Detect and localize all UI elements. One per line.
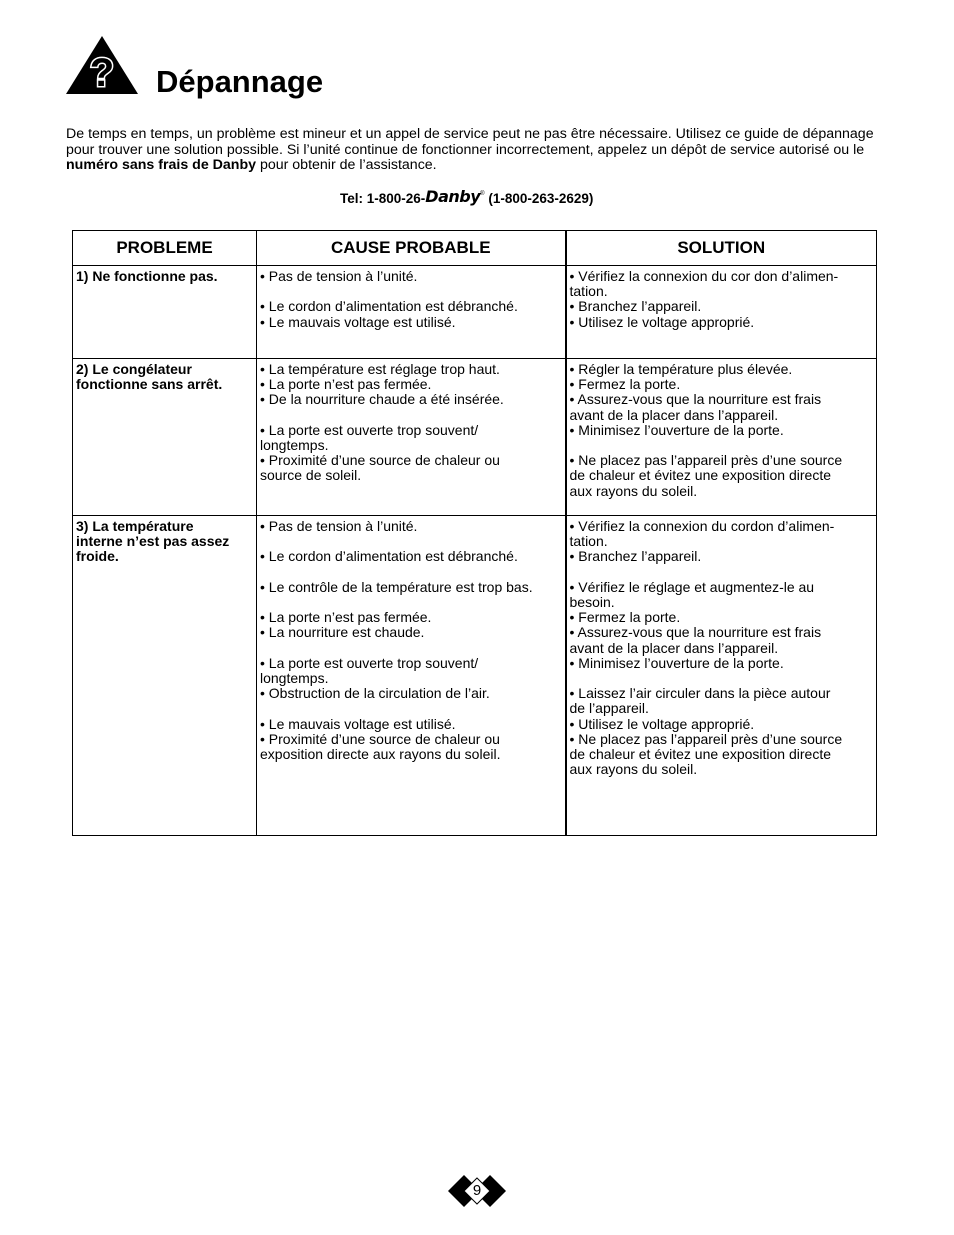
blank-line (570, 565, 874, 580)
intro-bold-text: numéro sans frais de Danby (66, 157, 257, 174)
cell-text-line: • Vérifiez la connexion du cor don d’alimen- (569, 268, 839, 284)
cell-text-line: • Fermez la porte. (569, 609, 681, 626)
cell-text-line: • Assurez-vous que la nourriture est frais (569, 624, 822, 641)
cell-text-line: • La température est réglage trop haut. (260, 361, 500, 377)
table-header-row (73, 231, 877, 266)
danby-logo: Danby (425, 187, 481, 206)
problem-cell (73, 516, 257, 836)
blank-line (260, 284, 562, 299)
cell-text-line: 1) Ne fonctionne pas. (76, 268, 218, 284)
cell-text-line: • Utilisez le voltage approprié. (569, 715, 755, 732)
table-row (73, 359, 877, 516)
cell-text-line: source de soleil. (260, 467, 362, 484)
cell-text-line: longtemps. (260, 669, 329, 686)
cell-text-line: de chaleur et évitez une exposition directe (569, 746, 831, 763)
cell-text-line: aux rayons du soleil. (569, 761, 698, 778)
tel-suffix: (1-800-263-2629) (484, 191, 594, 206)
cell-text-line: de l’appareil. (569, 700, 649, 717)
cell-text-line: • Le cordon d’alimentation est débranché. (260, 548, 518, 565)
cause-cell (257, 266, 566, 359)
troubleshooting-table (72, 230, 877, 836)
cell-text-line: • Branchez l’appareil. (569, 298, 702, 315)
cell-text-line: fonctionne sans arrêt. (76, 376, 223, 393)
cell-text-line: longtemps. (260, 437, 329, 453)
svg-text:?: ? (89, 51, 115, 95)
cell-text-line: • Minimisez l’ouverture de la porte. (569, 421, 784, 438)
tel-prefix: Tel: 1-800-26- (340, 191, 426, 206)
intro-text-end: pour obtenir de l’assistance. (256, 157, 437, 174)
cell-text-line: de chaleur et évitez une exposition directe (569, 467, 831, 484)
cell-text-line: • Ne placez pas l’appareil près d’une source (569, 452, 843, 469)
page-title: Dépannage (156, 64, 324, 99)
cell-text-line: • Proximité d’une source de chaleur ou (260, 730, 500, 747)
cell-text-line: • Branchez l’appareil. (569, 548, 702, 565)
cell-text-line: tation. (569, 283, 608, 300)
blank-line (260, 534, 562, 549)
cell-text-line: besoin. (569, 594, 615, 610)
telephone-line (340, 184, 593, 209)
cell-text-line: • Pas de tension à l’unité. (260, 268, 418, 284)
cell-text-line: • La porte n’est pas fermée. (260, 609, 432, 626)
solution-cell (566, 266, 877, 359)
cell-text-line: 2) Le congélateur (76, 361, 192, 377)
problem-cell (73, 266, 257, 359)
blank-line (260, 701, 562, 716)
problem-cell (73, 359, 257, 516)
cell-text-line: aux rayons du soleil. (569, 482, 698, 499)
cell-text-line: froide. (76, 548, 119, 565)
blank-line (260, 565, 562, 580)
blank-line (260, 595, 562, 610)
table-row (73, 266, 877, 359)
blank-line (570, 671, 874, 686)
cell-text-line: • Régler la température plus élevée. (569, 361, 793, 377)
page-number: 9 (472, 1182, 482, 1199)
page-header (64, 34, 464, 104)
cell-text-line: • Fermez la porte. (569, 376, 681, 393)
cell-text-line: • Minimisez l’ouverture de la porte. (569, 654, 784, 671)
cell-text-line: • Utilisez le voltage approprié. (569, 313, 755, 330)
cell-text-line: • La porte n’est pas fermée. (260, 376, 432, 393)
cause-cell (257, 359, 566, 516)
blank-line (570, 438, 874, 453)
cell-text-line: • Le mauvais voltage est utilisé. (260, 313, 456, 330)
cell-text-line: • Assurez-vous que la nourriture est frais (569, 391, 822, 408)
cell-text-line: • De la nourriture chaude a été insérée. (260, 391, 504, 408)
blank-line (260, 641, 562, 656)
cell-text-line: exposition directe aux rayons du soleil. (260, 745, 501, 762)
solution-cell (566, 516, 877, 836)
cell-text-line: tation. (569, 533, 608, 550)
blank-line (260, 408, 562, 423)
cell-text-line: • Ne placez pas l’appareil près d’une source (569, 730, 843, 747)
header-problem: PROBLEME (73, 231, 257, 266)
cell-text-line: avant de la placer dans l’appareil. (569, 406, 779, 423)
intro-text: De temps en temps, un problème est mineur et un appel de service peut ne pas être nécessaire. Utilisez ce guide de dépannage pour trouver une solution possible. Si l’unité continue de fonctionner incorrectement, appelez un dépôt de service autorisé ou le (66, 126, 874, 158)
cell-text-line: avant de la placer dans l’appareil. (569, 639, 779, 656)
cell-text-line: interne n’est pas assez (76, 533, 230, 550)
cell-text-line: • La porte est ouverte trop souvent/ (260, 421, 479, 438)
page-number-badge (446, 1170, 508, 1212)
header-solution: SOLUTION (566, 231, 877, 266)
question-warning-icon (64, 34, 140, 96)
solution-cell (566, 359, 877, 516)
cell-text-line: • Vérifiez le réglage et augmentez-le au (569, 578, 815, 595)
table-row (73, 516, 877, 836)
cause-cell (257, 516, 566, 836)
cell-text-line: • Le mauvais voltage est utilisé. (260, 715, 456, 732)
cell-text-line: • Obstruction de la circulation de l’air. (260, 685, 490, 702)
cell-text-line: • Proximité d’une source de chaleur ou (260, 452, 500, 469)
cell-text-line: • Le contrôle de la température est trop bas. (260, 578, 533, 595)
header-cause: CAUSE PROBABLE (257, 231, 566, 266)
cell-text-line: • Vérifiez la connexion du cordon d’alimen- (569, 518, 835, 534)
cell-text-line: • La porte est ouverte trop souvent/ (260, 654, 479, 671)
cell-text-line: • Pas de tension à l’unité. (260, 518, 418, 534)
intro-paragraph (66, 127, 896, 174)
cell-text-line: 3) La température (76, 518, 194, 534)
cell-text-line: • Laissez l’air circuler dans la pièce autour (569, 685, 831, 702)
cell-text-line: • Le cordon d’alimentation est débranché. (260, 298, 518, 315)
cell-text-line: • La nourriture est chaude. (260, 624, 425, 641)
registered-mark: ® (480, 191, 485, 197)
